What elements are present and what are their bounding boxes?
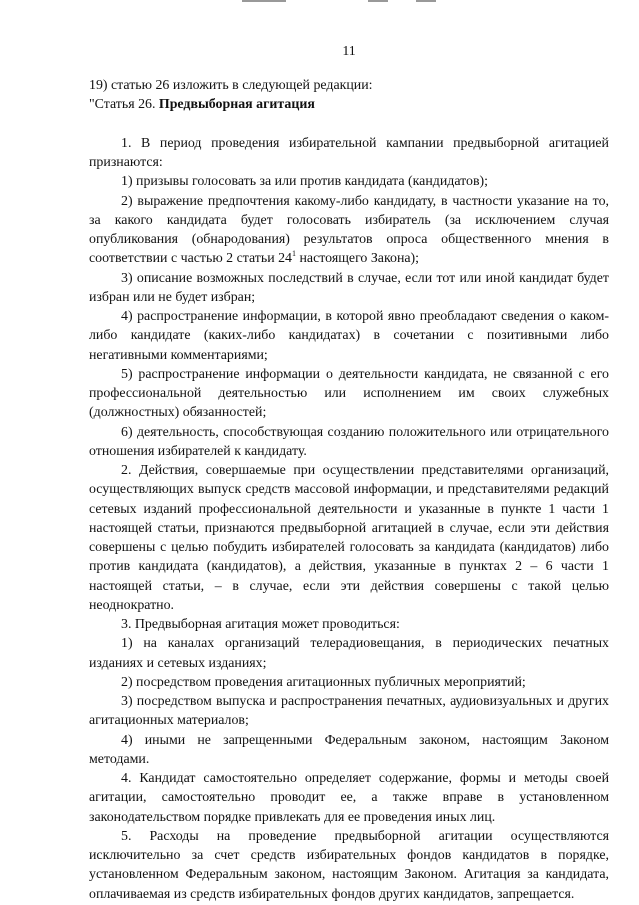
article-heading [89, 95, 609, 114]
blank-line [89, 115, 609, 134]
amendment-intro: 19) статью 26 изложить в следующей редакции: [89, 78, 373, 93]
superscript: 1 [292, 249, 297, 259]
list-item-text: 2) выражение предпочтения какому-либо кандидату, в частности указание на то, за какого кандидата будет голосовать избиратель (за исключением случая опубликования (обнародования) результатов опроса общественного мнения в соответствии с частью 2 статьи 24 [89, 193, 609, 267]
list-item: 1) на каналах организаций телерадиовещания, в периодических печатных изданиях и сетевых изданиях; [89, 636, 609, 671]
paragraph: 1. В период проведения избирательной кампании предвыборной агитацией признаются: [89, 135, 609, 170]
list-item: 1) призывы голосовать за или против кандидата (кандидатов); [121, 174, 489, 190]
list-item [89, 192, 609, 269]
document-body [89, 76, 609, 904]
list-item: 5) распространение информации о деятельности кандидата, не связанной с его профессиональной деятельностью или исполнением им своих служебных (должностных) обязанностей; [89, 366, 609, 421]
list-item: 4) иными не запрещенными Федеральным законом, настоящим Законом методами. [89, 732, 609, 767]
list-item: 4) распространение информации, в которой явно преобладают сведения о каком-либо кандидате (каких-либо кандидатах) в сочетании с позитивными либо негативными комментариями; [89, 309, 609, 363]
list-item: 3) описание возможных последствий в случае, если тот или иной кандидат будет избран или не будет избран; [89, 270, 609, 305]
list-item-text: настоящего Закона); [296, 251, 420, 267]
paragraph: 4. Кандидат самостоятельно определяет содержание, формы и методы своей агитации, самостоятельно проводит ее, а также вправе в установленном законодательством порядке привлекать для ее проведения иных лиц. [89, 771, 609, 825]
list-item: 2) посредством проведения агитационных публичных мероприятий; [121, 674, 526, 690]
list-item: 3) посредством выпуска и распространения печатных, аудиовизуальных и других агитационных материалов; [89, 694, 609, 729]
paragraph: 2. Действия, совершаемые при осуществлении представителями организаций, осуществляющих выпуск средств массовой информации, и представителями редакций сетевых изданий профессиональной деятельности и указанные в пункте 1 части 1 настоящей статьи, признаются предвыборной агитацией в случае, если эти действия совершены с целью побудить избирателей голосовать за кандидата (кандидатов) либо против кандидата (кандидатов), а действия, указанные в пунктах 2 – 6 части 1 настоящей статьи, – в случае, если эти действия совершены с такой целью неоднократно. [89, 463, 609, 613]
article-prefix: "Статья 26. [89, 97, 159, 113]
list-item: 6) деятельность, способствующая созданию положительного или отрицательного отношения избирателей к кандидату. [89, 424, 609, 459]
page-number: 11 [342, 44, 356, 59]
header-scan-marks [230, 0, 450, 4]
paragraph: 3. Предвыборная агитация может проводиться: [121, 617, 400, 632]
article-title: Предвыборная агитация [158, 97, 315, 113]
paragraph: 5. Расходы на проведение предвыборной агитации осуществляются исключительно за счет средств избирательных фондов кандидатов в порядке, установленном Федеральным законом, настоящим Законом. Агитация за кандидата, оплачиваемая из средств избирательных фондов других кандидатов, запрещается. [89, 828, 609, 902]
